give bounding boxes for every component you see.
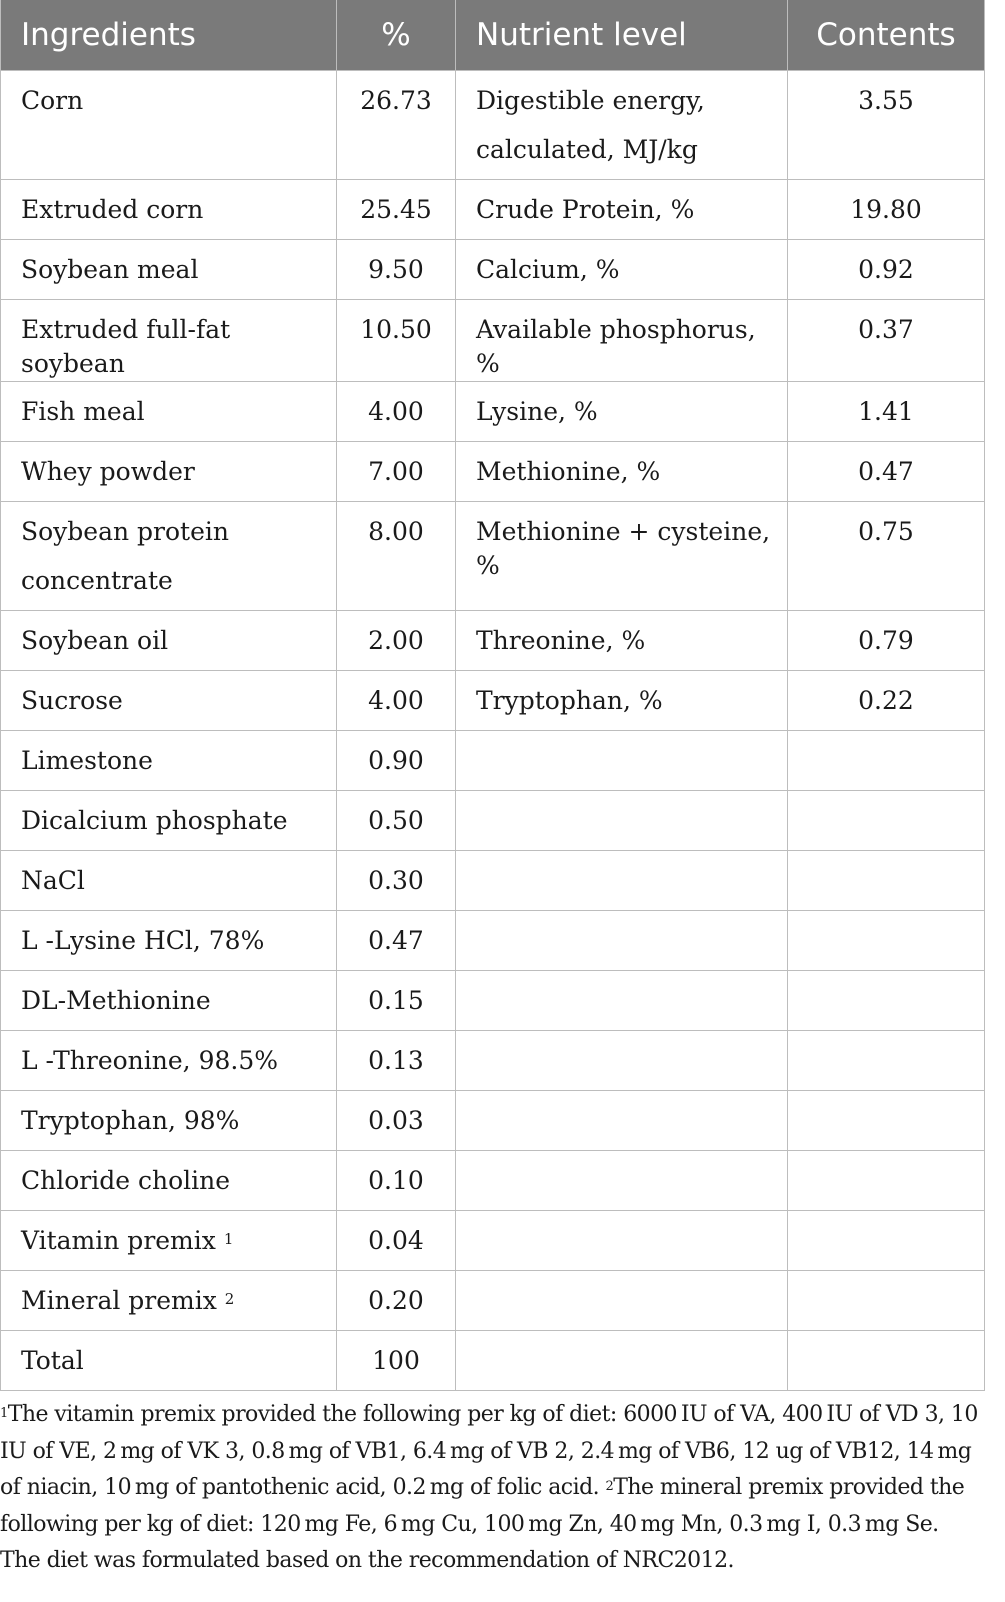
nutrient-cell: Threonine, % [456,611,788,671]
ingredient-line-1: Soybean protein [21,517,229,546]
header-row [1,0,985,71]
ingredient-line-2: concentrate [21,566,173,595]
percent-cell: 8.00 [337,502,456,611]
content-cell-empty [788,971,985,1031]
table-row [1,382,985,442]
nutrient-cell-empty [456,1151,788,1211]
percent-cell: 0.03 [337,1091,456,1151]
ingredient-cell: NaCl [1,851,337,911]
ingredient-cell: Extruded full-fat soybean [1,300,337,382]
content-cell-empty [788,851,985,911]
ingredient-cell: Chloride choline [1,1151,337,1211]
table-row [1,731,985,791]
ingredient-cell: Soybean meal [1,240,337,300]
content-cell-empty [788,1331,985,1391]
nutrient-cell-empty [456,1031,788,1091]
percent-cell: 2.00 [337,611,456,671]
percent-cell: 4.00 [337,382,456,442]
percent-cell: 0.13 [337,1031,456,1091]
content-cell-empty [788,1271,985,1331]
ingredient-cell: L -Threonine, 98.5% [1,1031,337,1091]
percent-cell: 0.15 [337,971,456,1031]
content-cell-empty [788,1091,985,1151]
nutrient-line-1: Digestible energy, [476,86,705,115]
footnote-ref-1: 1 [223,1230,234,1248]
percent-cell: 0.10 [337,1151,456,1211]
table-row-total [1,1331,985,1391]
table-row [1,1091,985,1151]
table-row [1,971,985,1031]
percent-cell: 100 [337,1331,456,1391]
nutrient-cell-empty [456,1331,788,1391]
ingredient-cell: Tryptophan, 98% [1,1091,337,1151]
nutrient-cell: Methionine + cysteine, % [456,502,788,611]
ingredient-label: Mineral premix [21,1286,217,1315]
ingredient-cell: L -Lysine HCl, 78% [1,911,337,971]
nutrient-cell-empty [456,731,788,791]
footnote-1-text: The vitamin premix provided the following per kg of diet: 6000 IU of VA, 400 IU of VD 3, 10 IU of VE, 2 mg of VK 3, 0.8 mg of VB1, 6.4 mg of VB 2, 2.4 mg of VB6, 12 ug of VB12, 14 mg of niacin, 10 mg of pantothenic acid, 0.2 mg of folic acid. [0,1402,982,1500]
nutrient-cell: Calcium, % [456,240,788,300]
table-row [1,1211,985,1271]
percent-cell: 0.20 [337,1271,456,1331]
table-row [1,1151,985,1211]
percent-cell: 0.90 [337,731,456,791]
table-row [1,1031,985,1091]
table-body [1,71,985,1391]
percent-cell: 7.00 [337,442,456,502]
header-contents: Contents [788,0,985,71]
ingredient-cell: Sucrose [1,671,337,731]
nutrient-cell-empty [456,911,788,971]
percent-cell: 0.50 [337,791,456,851]
ingredient-cell: Fish meal [1,382,337,442]
table-row [1,1271,985,1331]
percent-cell: 4.00 [337,671,456,731]
nutrient-cell-empty [456,791,788,851]
nutrient-cell: Lysine, % [456,382,788,442]
content-cell: 0.47 [788,442,985,502]
content-cell-empty [788,1151,985,1211]
table-header [1,0,985,71]
header-ingredients: Ingredients [1,0,337,71]
table-row [1,240,985,300]
ingredient-cell: DL-Methionine [1,971,337,1031]
table-row [1,300,985,382]
nutrient-cell: Methionine, % [456,442,788,502]
ingredient-cell: Limestone [1,731,337,791]
content-cell: 0.37 [788,300,985,382]
content-cell: 1.41 [788,382,985,442]
table-row [1,611,985,671]
percent-cell: 0.47 [337,911,456,971]
ingredient-cell: Dicalcium phosphate [1,791,337,851]
nutrient-line-2: calculated, MJ/kg [476,135,698,164]
content-cell-empty [788,791,985,851]
table-row [1,911,985,971]
content-cell: 0.79 [788,611,985,671]
content-cell: 3.55 [788,71,985,180]
nutrient-cell: Crude Protein, % [456,180,788,240]
ingredient-cell: Extruded corn [1,180,337,240]
footnote-2-text: The mineral premix provided the following per kg of diet: 120 mg Fe, 6 mg Cu, 100 mg Zn, 40 mg Mn, 0.3 mg I, 0.3 mg Se. The diet was formulated based on the recommendation of NRC2012. [0,1475,965,1573]
percent-cell: 0.30 [337,851,456,911]
ingredient-cell: Whey powder [1,442,337,502]
percent-cell: 0.04 [337,1211,456,1271]
nutrient-cell: Tryptophan, % [456,671,788,731]
content-cell: 0.92 [788,240,985,300]
table-row [1,791,985,851]
table-row [1,502,985,611]
nutrient-cell-empty [456,971,788,1031]
ingredient-cell [1,1271,337,1331]
ingredient-cell: Total [1,1331,337,1391]
nutrient-cell-empty [456,851,788,911]
content-cell: 0.75 [788,502,985,611]
table-row [1,671,985,731]
ingredient-label: Vitamin premix [21,1226,216,1255]
footnote-ref-2: 2 [224,1290,235,1308]
content-cell: 0.22 [788,671,985,731]
table-row [1,442,985,502]
header-percent: % [337,0,456,71]
footnote-mark-1: 1 [0,1406,8,1421]
table-row [1,180,985,240]
nutrient-cell-empty [456,1211,788,1271]
content-cell: 19.80 [788,180,985,240]
table-row [1,851,985,911]
nutrient-cell-empty [456,1271,788,1331]
header-nutrient-level: Nutrient level [456,0,788,71]
percent-cell: 9.50 [337,240,456,300]
ingredient-cell: Soybean oil [1,611,337,671]
percent-cell: 25.45 [337,180,456,240]
table-row [1,71,985,180]
ingredient-cell [1,502,337,611]
content-cell-empty [788,1211,985,1271]
percent-cell: 26.73 [337,71,456,180]
content-cell-empty [788,911,985,971]
content-cell-empty [788,731,985,791]
nutrient-cell [456,71,788,180]
footnote-mark-2: 2 [605,1479,614,1494]
ingredient-cell: Corn [1,71,337,180]
ingredient-cell [1,1211,337,1271]
nutrient-cell: Available phosphorus, % [456,300,788,382]
percent-cell: 10.50 [337,300,456,382]
content-cell-empty [788,1031,985,1091]
nutrient-cell-empty [456,1091,788,1151]
table-footnotes [0,1391,984,1580]
